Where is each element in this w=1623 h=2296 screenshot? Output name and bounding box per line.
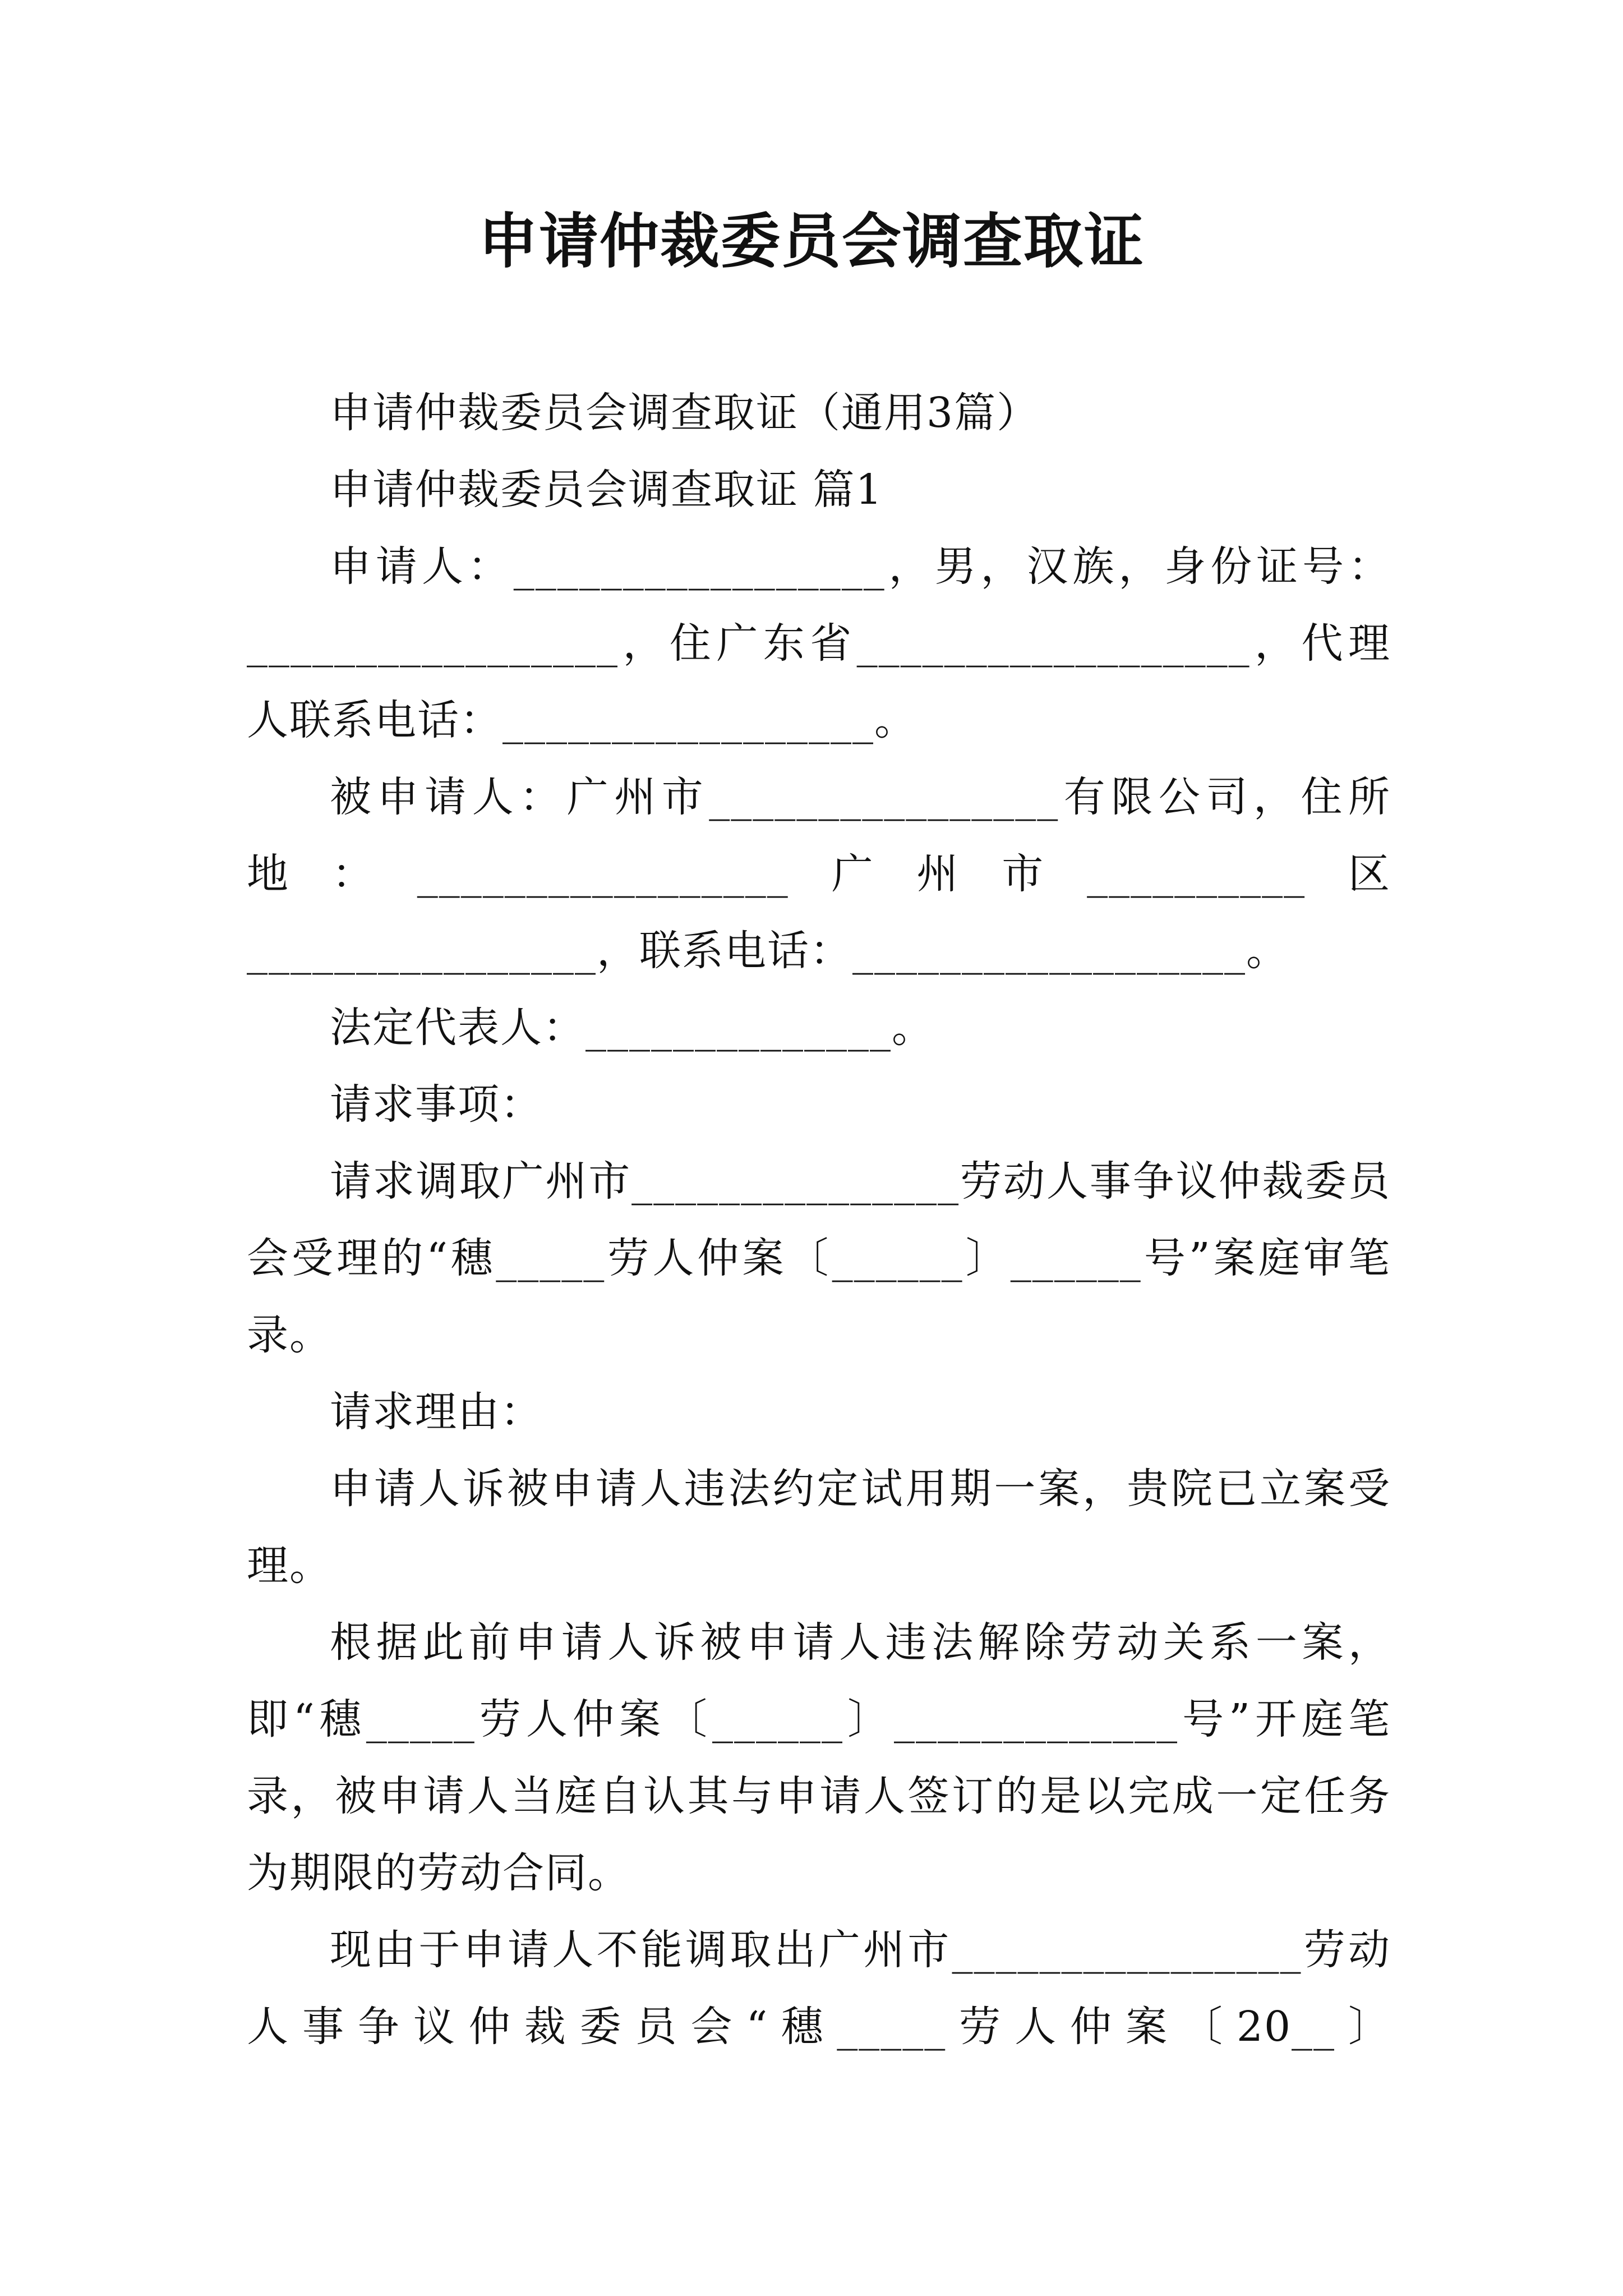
paragraph-reason-heading: 请求理由： — [330, 1388, 543, 1436]
document-body — [247, 375, 1391, 2065]
paragraph-subtitle: 申请仲裁委员会调查取证（通用3篇） — [330, 389, 1040, 437]
paragraph-applicant: 申请人：_________________，男，汉族，身份证号：_________________，住广东省__________________，代理人联系电话：_________________。 — [247, 542, 1391, 744]
paragraph-reason-1: 申请人诉被申请人违法约定试用期一案，贵院已立案受理。 — [247, 1465, 1391, 1590]
paragraph-legal-representative: 法定代表人：______________。 — [330, 1004, 934, 1052]
paragraph-reason-2: 根据此前申请人诉被申请人违法解除劳动关系一案，即“穗_____劳人仲案〔______〕_____________号”开庭笔录，被申请人当庭自认其与申请人签订的是以完成一定任务为期限的劳动合同。 — [247, 1618, 1391, 1897]
paragraph-request-heading: 请求事项： — [330, 1080, 543, 1129]
paragraph-reason-3: 现由于申请人不能调取出广州市________________劳动人事争议仲裁委员会“穗_____劳人仲案〔20__〕 — [247, 1926, 1391, 2051]
document-title: 申请仲裁委员会调查取证 — [478, 206, 1145, 276]
paragraph-respondent: 被申请人：广州市________________有限公司，住所地：_________________广州市__________区________________，联系电话：__________________。 — [247, 773, 1391, 975]
paragraph-section-heading: 申请仲裁委员会调查取证 篇1 — [330, 466, 883, 514]
paragraph-request-content: 请求调取广州市_______________劳动人事争议仲裁委员会受理的“穗_____劳人仲案〔______〕______号”案庭审笔录。 — [247, 1157, 1391, 1359]
